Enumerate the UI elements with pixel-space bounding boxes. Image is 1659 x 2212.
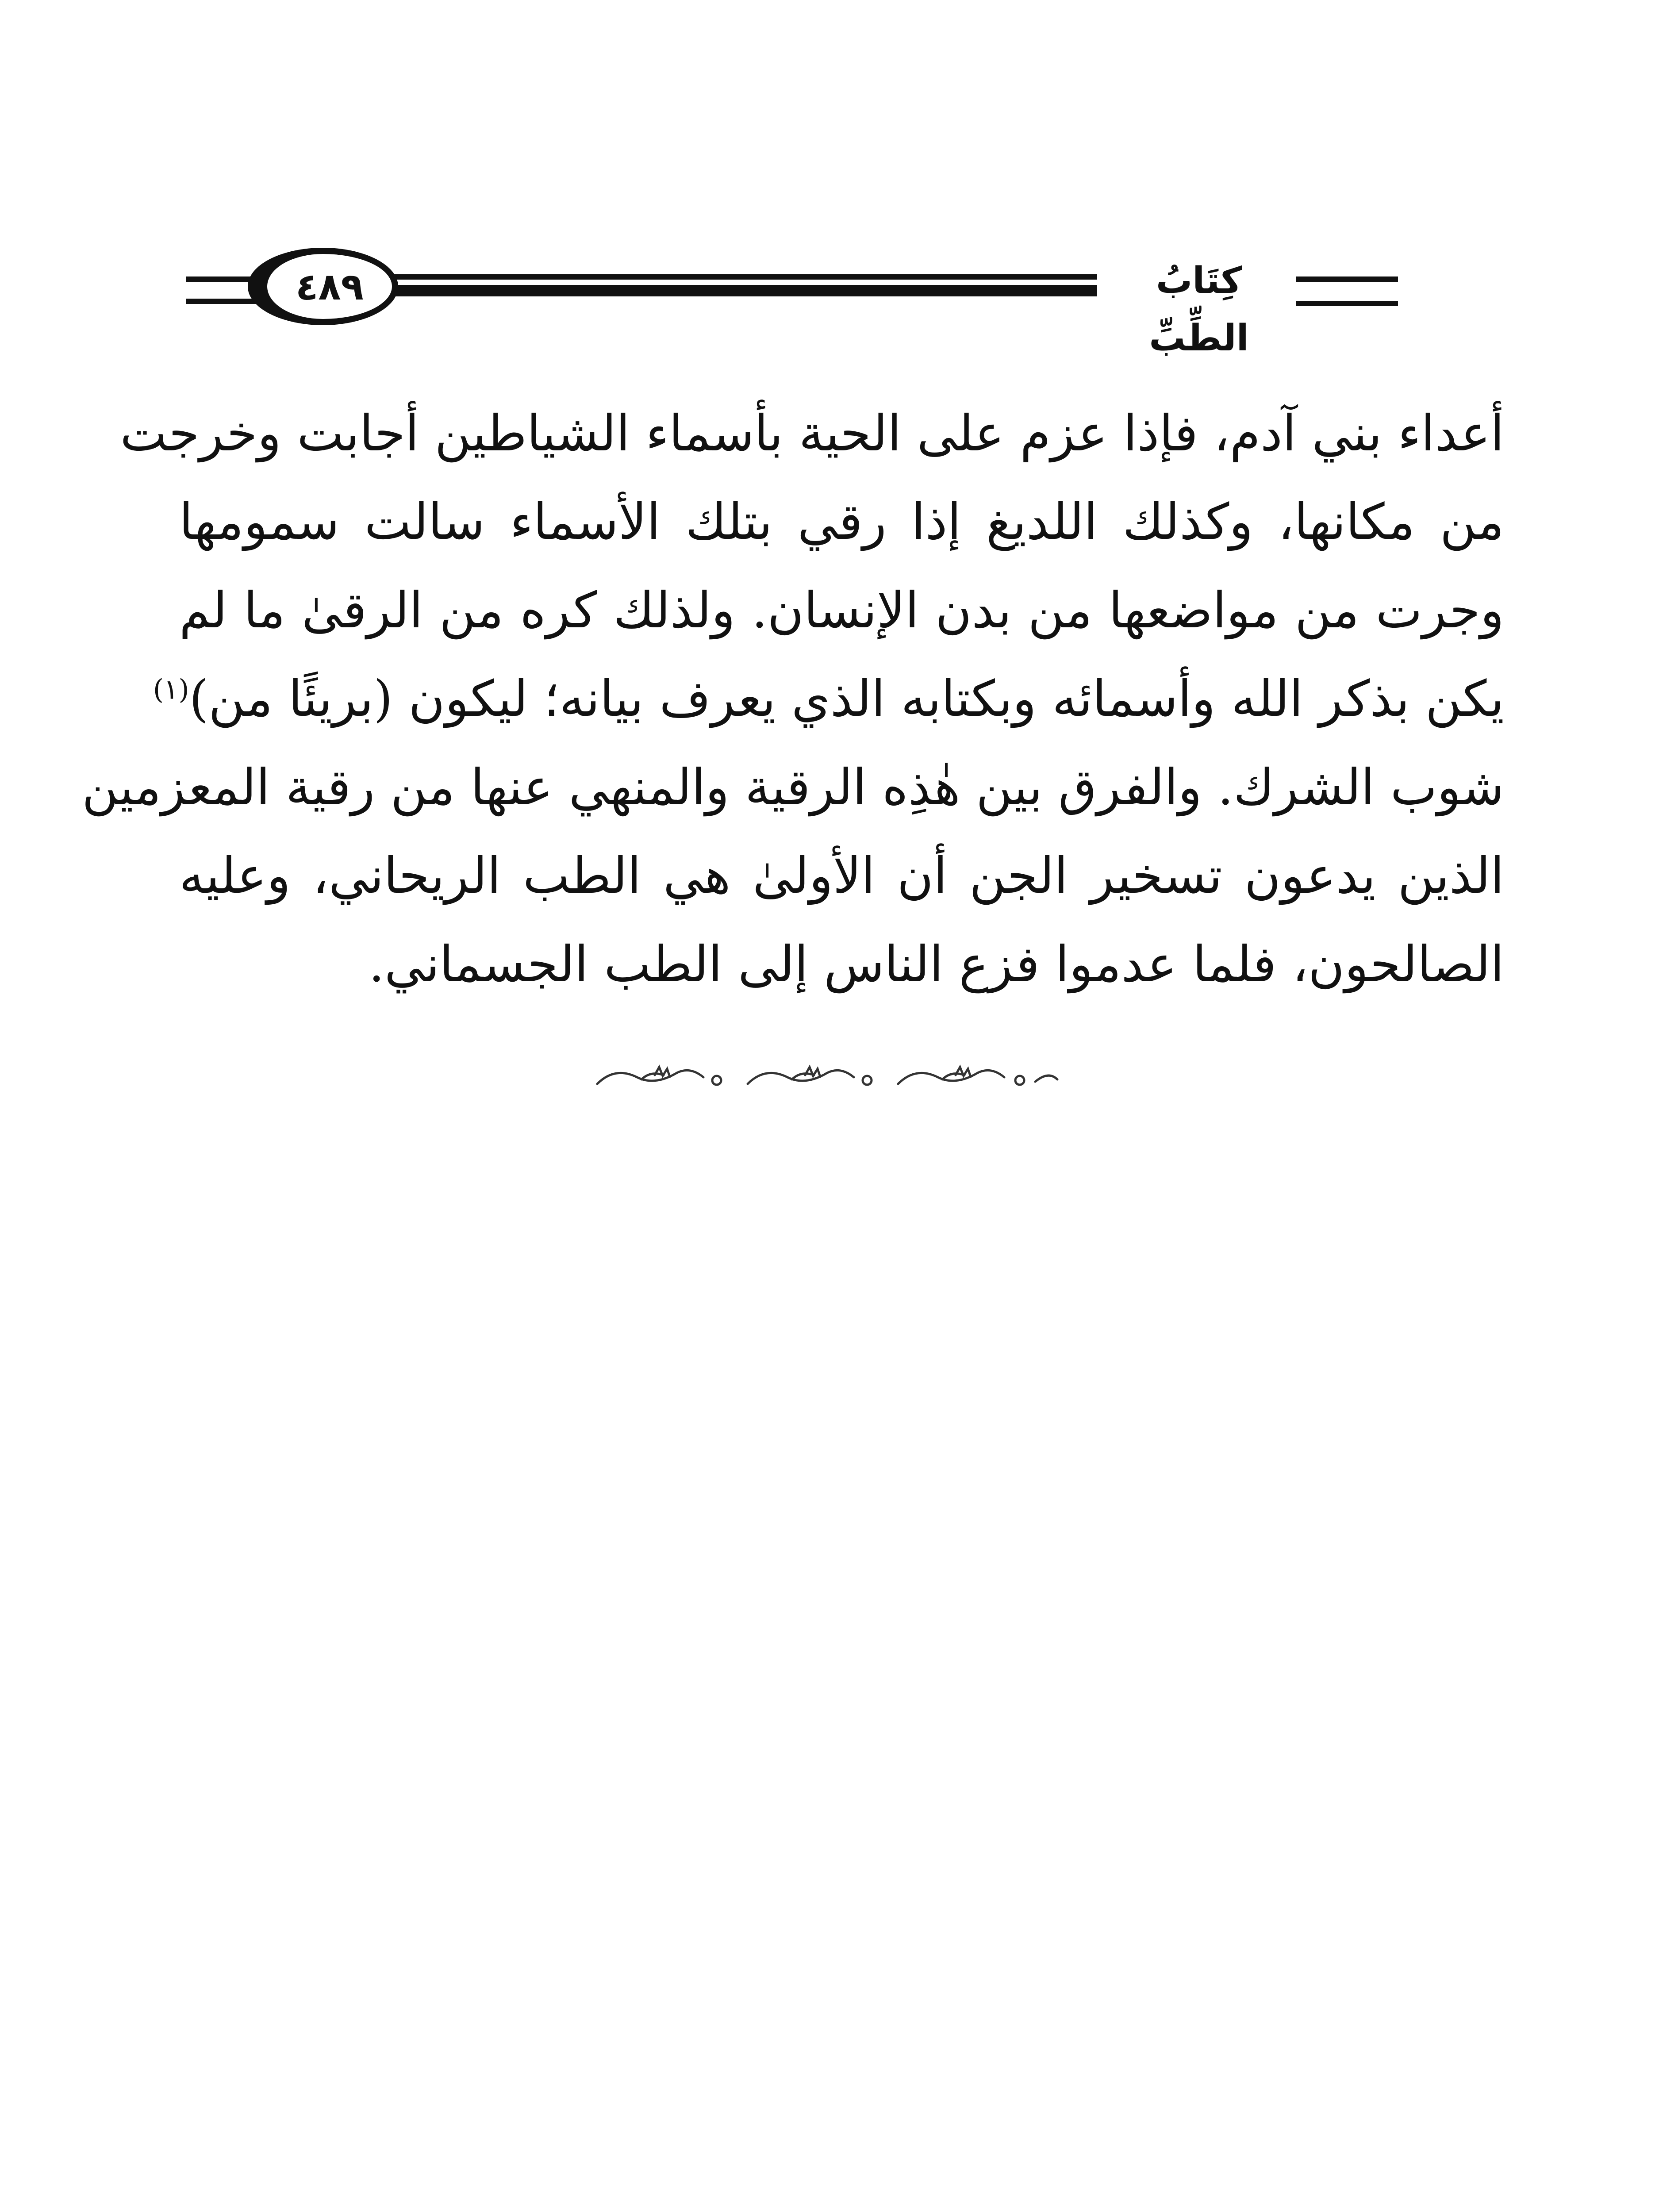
section-divider-ornament [588, 1057, 1066, 1097]
page-number-frame [248, 248, 398, 325]
text-line: وجرت من مواضعها من بدن الإنسان. ولذلك كره من الرقىٰ ما لم [179, 582, 1505, 639]
page-header [0, 248, 1659, 359]
page-number: ٤٨٩ [296, 265, 364, 308]
main-text [82, 389, 1505, 1009]
text-line: شوب الشرك. والفرق بين هٰذِه الرقية والمنهي عنها من رقية المعزمين [82, 759, 1504, 816]
header-rule [394, 274, 1097, 280]
footnote-ref[interactable]: (١) [153, 673, 189, 706]
header-rule [1296, 301, 1398, 306]
header-rule [1296, 276, 1398, 282]
text-line: أعداء بني آدم، فإذا عزم على الحية بأسماء الشياطين أجابت وخرجت [120, 405, 1504, 462]
text-line: الذين يدعون تسخير الجن أن الأولىٰ هي الطب الريحاني، وعليه [179, 847, 1504, 905]
text-line: من مكانها، وكذلك اللديغ إذا رقي بتلك الأسماء سالت سمومها [179, 493, 1505, 551]
header-rule [394, 285, 1097, 296]
text-line: الصالحون، فلما عدموا فزع الناس إلى الطب الجسماني. [369, 936, 1504, 993]
text-line-content: يكن بذكر الله وأسمائه وبكتابه الذي يعرف بيانه؛ ليكون (بريئًا من) [189, 670, 1504, 728]
text-line [153, 655, 1504, 743]
running-title: كِتَابُ الطِّبِّ [1149, 260, 1249, 359]
